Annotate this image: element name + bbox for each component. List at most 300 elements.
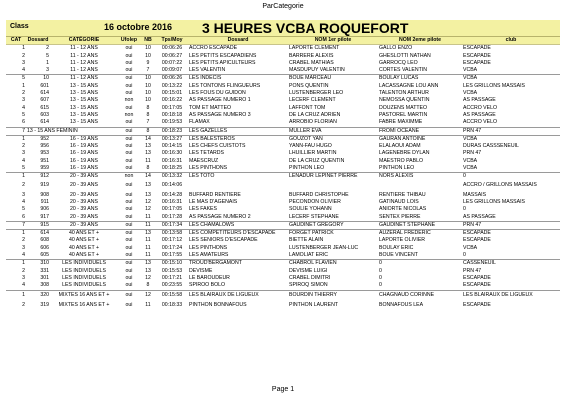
team-cell: DEVISME xyxy=(189,267,213,274)
club-cell: VCBA xyxy=(463,165,478,172)
category-cell: MIXTES 16 ANS ET + xyxy=(58,301,110,308)
table-row xyxy=(6,83,560,90)
rank-cell: 4 xyxy=(22,198,25,205)
table-row xyxy=(6,268,560,275)
pilot2-cell: PINTHON LEO xyxy=(379,165,415,172)
club-cell: ACCRO / GRILLONS MASSAIS xyxy=(463,182,537,189)
club-cell: CASSENEUIL xyxy=(462,260,560,268)
team-cell: LES PETITS ESCAPADIENS xyxy=(189,52,257,59)
pilot1-cell: DE LA CRUZ QUENTIN xyxy=(289,157,345,164)
club-cell: PRN 47 xyxy=(462,221,560,229)
team-cell: ACCRO ESCAPADE xyxy=(189,45,238,52)
pilot2-cell: GARROCQ LEO xyxy=(379,59,418,66)
laps-cell: 12 xyxy=(145,274,151,281)
time-cell: 00:18:18 xyxy=(161,111,183,118)
pilot1-cell: PINTHON LEO xyxy=(289,165,325,172)
category-cell: 11 - 12 ANS xyxy=(50,75,118,83)
category-cell: 20 - 39 ANS xyxy=(70,191,98,198)
column-header: CAT xyxy=(6,37,26,45)
rank-cell: 1 xyxy=(6,173,26,181)
table-row xyxy=(6,237,560,244)
category-cell: MIXTES 16 ANS ET + xyxy=(50,290,118,302)
club-cell: 0 xyxy=(462,173,560,181)
table-row xyxy=(6,127,560,135)
pilot1-cell: PONS QUENTIN xyxy=(289,82,329,89)
rank-cell: 5 xyxy=(22,165,25,172)
column-header: NOM 2eme pilote xyxy=(378,37,462,45)
laps-cell: 10 xyxy=(145,82,151,89)
bib-cell: 605 xyxy=(40,252,49,259)
table-row xyxy=(6,302,560,309)
pilot2-cell: GHESLOTTI NATHAN xyxy=(379,52,431,59)
event-date: 16 octobre 2016 xyxy=(104,22,173,32)
bib-cell: 319 xyxy=(40,301,49,308)
category-cell: 20 - 39 ANS xyxy=(50,221,118,229)
laps-cell: 10 xyxy=(145,97,151,104)
ufolep-cell: oui xyxy=(125,191,133,198)
time-cell: 00:13:32 xyxy=(156,173,188,181)
bib-cell: 908 xyxy=(40,191,49,198)
pilot1-cell: BARRERE ALEXIS xyxy=(289,52,334,59)
team-cell: AS PASSAGE NUMERO 1 xyxy=(189,97,251,104)
category-cell: 20 - 39 ANS xyxy=(70,182,98,189)
team-cell: LES FOUS DU GUIDON xyxy=(189,90,246,97)
ufolep-cell: oui xyxy=(125,157,133,164)
laps-cell: 12 xyxy=(145,206,151,213)
time-cell: 00:18:25 xyxy=(161,165,183,172)
category-cell: 20 - 39 ANS xyxy=(70,198,98,205)
table-row xyxy=(6,112,560,119)
team-cell: LES PINTHONS xyxy=(189,165,228,172)
pilot1-cell: LUSTENBERGER LEO xyxy=(289,90,344,97)
laps-cell: 11 xyxy=(145,157,151,164)
rank-cell: 6 xyxy=(22,213,25,220)
rank-cell: 3 xyxy=(22,59,25,66)
pilot2-cell: GAUDINET STEPHANE xyxy=(378,221,462,229)
pilot2-cell: BOULAY ERIC xyxy=(379,244,414,251)
column-header: NOM 1er pilote xyxy=(288,37,378,45)
category-cell: 13 - 15 ANS xyxy=(70,111,98,118)
bib-cell: 919 xyxy=(40,182,49,189)
club-cell: LES GRILLONS MASSAIS xyxy=(463,198,525,205)
category-cell: 20 - 39 ANS xyxy=(50,173,118,181)
team-cell: LES BALESTEROS xyxy=(188,135,288,143)
ufolep-cell: oui xyxy=(125,301,133,308)
ufolep-cell: oui xyxy=(125,282,133,289)
team-cell: LES CHEFS CUISTOTS xyxy=(189,143,246,150)
pilot1-cell: DE LA CRUZ ADRIEN xyxy=(289,111,341,118)
laps-cell: 14 xyxy=(140,173,156,181)
time-cell: 00:23:55 xyxy=(161,282,183,289)
team-cell: LES BLAIRAUX DE LIGUEUX xyxy=(188,290,288,302)
pilot1-cell: PECONDON OLIVIER xyxy=(289,198,341,205)
bib-cell: 308 xyxy=(40,282,49,289)
pilot2-cell: MAESTRO PABLO xyxy=(379,157,424,164)
club-cell: ESCAPADE xyxy=(462,230,560,238)
ufolep-cell: oui xyxy=(125,267,133,274)
laps-cell: 12 xyxy=(145,198,151,205)
club-cell: LES BLAIRAUX DE LIGUEUX xyxy=(462,290,560,302)
pilot1-cell: BOUE MARCEAU xyxy=(288,75,378,83)
laps-cell: 10 xyxy=(145,90,151,97)
team-cell: SPIROO BOLO xyxy=(189,282,226,289)
laps-cell: 13 xyxy=(145,150,151,157)
ufolep-cell: oui xyxy=(125,143,133,150)
laps-cell: 13 xyxy=(145,191,151,198)
time-cell: 00:16:30 xyxy=(161,150,183,157)
club-cell: AS PASSAGE xyxy=(463,97,496,104)
table-row xyxy=(6,252,560,260)
laps-cell: 13 xyxy=(145,182,151,189)
ufolep-cell: oui xyxy=(125,90,133,97)
pilot1-cell: CRABEL MATHIAS xyxy=(289,59,334,66)
table-row xyxy=(6,67,560,75)
table-row xyxy=(6,150,560,157)
club-cell: AS PASSAGE xyxy=(463,111,496,118)
pilot1-cell: FORGET PATRICK xyxy=(288,230,378,238)
bib-cell: 912 xyxy=(26,173,50,181)
time-cell: 00:18:23 xyxy=(156,127,188,135)
time-cell: 00:15:53 xyxy=(161,267,183,274)
ufolep-cell: oui xyxy=(118,290,140,302)
bib-cell: 608 xyxy=(40,237,49,244)
laps-cell: 9 xyxy=(146,59,150,66)
laps-cell: 8 xyxy=(146,282,150,289)
pilot1-cell: GOUZOT YAN xyxy=(288,135,378,143)
bib-cell: 607 xyxy=(40,97,49,104)
time-cell: 00:16:22 xyxy=(161,97,183,104)
laps-cell: 14 xyxy=(140,135,156,143)
category-cell: LES INDIVIDUELS xyxy=(62,282,106,289)
team-cell: LES INDECIS xyxy=(188,75,288,83)
ufolep-cell: oui xyxy=(125,59,133,66)
category-cell: 13 - 15 ANS xyxy=(70,97,98,104)
club-cell: ESCAPADE xyxy=(463,45,491,52)
laps-cell: 10 xyxy=(140,75,156,83)
time-cell: 00:16:31 xyxy=(161,198,183,205)
club-cell: LES GRILLONS MASSAIS xyxy=(463,82,525,89)
ufolep-cell: oui xyxy=(125,45,133,52)
laps-cell: 11 xyxy=(145,244,151,251)
pilot2-cell: BOULAY LUCAS xyxy=(378,75,462,83)
pilot2-cell: NORS ALEXIS xyxy=(378,173,462,181)
column-header: CATÉGORIE xyxy=(50,37,118,45)
pilot2-cell: 0 xyxy=(379,274,382,281)
team-cell: LES GAZELLES xyxy=(188,127,288,135)
laps-cell: 7 xyxy=(146,119,150,126)
category-cell: LES INDIVIDUELS xyxy=(62,267,106,274)
bib-cell: 911 xyxy=(40,198,49,205)
pilot2-cell: LACASSAGNE LOU ANN xyxy=(379,82,439,89)
table-row xyxy=(6,214,560,222)
table-row xyxy=(6,260,560,268)
table-row xyxy=(6,105,560,112)
rank-cell: 2 xyxy=(22,52,25,59)
club-cell: VCBA xyxy=(462,135,560,143)
team-cell: BUFFARD RENTIERE xyxy=(189,191,241,198)
ufolep-cell: oui xyxy=(125,237,133,244)
category-cell: 16 - 19 ANS xyxy=(50,135,118,143)
pilot2-cell: 0 xyxy=(378,260,462,268)
rank-cell: 1 xyxy=(6,230,26,238)
ufolep-cell: oui xyxy=(118,75,140,83)
column-header: Dossard xyxy=(27,37,49,43)
category-cell: 16 - 19 ANS xyxy=(70,165,98,172)
bib-cell: 614 xyxy=(26,230,50,238)
category-cell: 40 ANS ET + xyxy=(68,244,100,251)
ufolep-cell: oui xyxy=(125,119,133,126)
pilot2-cell: BOUE VINCENT xyxy=(379,252,418,259)
pilot1-cell: BOURDIN THIERRY xyxy=(288,290,378,302)
ufolep-cell: oui xyxy=(118,221,140,229)
table-row xyxy=(6,135,560,143)
document-title: ParCategorie xyxy=(262,3,304,10)
rank-cell: 2 xyxy=(22,182,25,189)
category-cell: 13 - 15 ANS xyxy=(70,82,98,89)
pilot1-cell: LENADUR LEPINET PIERRE xyxy=(288,173,378,181)
time-cell: 00:17:55 xyxy=(161,252,183,259)
ufolep-cell: oui xyxy=(118,127,140,135)
time-cell: 00:17:21 xyxy=(161,274,183,281)
table-row xyxy=(6,75,560,83)
pilot1-cell: LECERF STEPHANE xyxy=(289,213,339,220)
category-cell: 16 - 19 ANS xyxy=(70,143,98,150)
pilot1-cell: LAMOLIAT ERIC xyxy=(289,252,329,259)
bib-cell: 320 xyxy=(26,290,50,302)
club-cell: VCBA xyxy=(463,90,478,97)
pilot1-cell: LAFFONT TOM xyxy=(289,104,326,111)
table-row xyxy=(6,53,560,60)
bib-cell: 331 xyxy=(40,267,49,274)
table-row xyxy=(6,97,560,104)
table-row xyxy=(6,290,560,302)
pilot2-cell: DOUZENS MATTEO xyxy=(379,104,428,111)
club-cell: AS PASSAGE xyxy=(463,213,496,220)
category-cell: 20 - 39 ANS xyxy=(70,206,98,213)
column-header: Ufolep xyxy=(118,37,140,45)
ufolep-cell: oui xyxy=(125,67,133,74)
table-row xyxy=(6,192,560,199)
team-cell: LE BAROUDEUR xyxy=(189,274,230,281)
bib-cell: 953 xyxy=(40,150,49,157)
pilot2-cell: 0 xyxy=(379,267,382,274)
club-cell: ESCAPADE xyxy=(463,237,491,244)
rank-cell: 3 xyxy=(22,97,25,104)
bib-cell: 310 xyxy=(26,260,50,268)
rank-cell: 5 xyxy=(6,75,26,83)
table-row xyxy=(6,245,560,252)
ufolep-cell: oui xyxy=(125,252,133,259)
pilot2-cell: LAPORTE OLIVIER xyxy=(379,237,426,244)
time-cell: 00:13:58 xyxy=(156,230,188,238)
bib-cell: 956 xyxy=(40,143,49,150)
time-cell: 00:14:15 xyxy=(161,143,183,150)
pilot2-cell xyxy=(378,181,462,192)
laps-cell: 11 xyxy=(140,221,156,229)
time-cell: 00:13:22 xyxy=(161,82,183,89)
pilot1-cell: CRABEL DIMITRI xyxy=(289,274,331,281)
laps-cell: 8 xyxy=(146,104,150,111)
ufolep-cell: oui xyxy=(125,244,133,251)
time-cell: 00:18:33 xyxy=(161,301,183,308)
bib-cell: 3 xyxy=(46,67,49,74)
time-cell: 00:17:05 xyxy=(161,104,183,111)
bib-cell: 5 xyxy=(46,52,49,59)
club-cell: ACCRO VELO xyxy=(463,119,498,126)
table-row xyxy=(6,282,560,290)
pilot2-cell: PASTOREL MARTIN xyxy=(379,111,428,118)
laps-cell: 10 xyxy=(145,45,151,52)
table-row xyxy=(6,45,560,53)
rank-cell: 4 xyxy=(22,67,25,74)
results-table xyxy=(6,37,560,309)
pilot1-cell: MASDUPUY VALENTIN xyxy=(289,67,345,74)
pilot2-cell: CHAGNAUD CORINNE xyxy=(378,290,462,302)
table-row xyxy=(6,173,560,181)
club-cell: 0 xyxy=(463,206,466,213)
laps-cell: 11 xyxy=(145,301,151,308)
team-cell: LES AMATEURS xyxy=(189,252,229,259)
team-cell xyxy=(188,181,288,192)
pilot1-cell: SOULIE YOHANN xyxy=(289,206,332,213)
ufolep-cell: oui xyxy=(125,198,133,205)
club-cell: PRN 47 xyxy=(462,127,560,135)
club-cell: PRN 47 xyxy=(463,267,482,274)
rank-cell: 3 xyxy=(22,244,25,251)
bib-cell: 614 xyxy=(40,90,49,97)
team-cell: LES PINTHONS xyxy=(189,244,228,251)
time-cell: 00:16:31 xyxy=(161,157,183,164)
club-cell: VCBA xyxy=(462,75,560,83)
team-cell: PINTHON BONNAFOUS xyxy=(189,301,247,308)
page-number: Page 1 xyxy=(271,386,295,393)
club-cell: DURAS CASSSENEUIL xyxy=(463,143,519,150)
time-cell: 00:19:53 xyxy=(161,119,183,126)
team-cell: TOM ET MATTEO xyxy=(189,104,232,111)
pilot2-cell: RENTIERE THIBAU xyxy=(379,191,426,198)
pilot2-cell: GALLO ENZO xyxy=(379,45,413,52)
time-cell: 00:14:06 xyxy=(161,182,183,189)
pilot2-cell: AUZERAL FREDERIC xyxy=(378,230,462,238)
pilot2-cell: TALENTON ARTHUR xyxy=(379,90,429,97)
bib-cell: 2 xyxy=(46,45,49,52)
time-cell: 00:17:12 xyxy=(161,237,183,244)
time-cell: 00:17:34 xyxy=(156,221,188,229)
pilot2-cell: NEMOSSA QUENTIN xyxy=(379,97,430,104)
club-cell: ACCRO VELO xyxy=(463,104,498,111)
table-row xyxy=(6,199,560,206)
laps-cell: 13 xyxy=(140,260,156,268)
laps-cell: 8 xyxy=(146,165,150,172)
ufolep-cell: non xyxy=(118,173,140,181)
team-cell: LES VALENTIN xyxy=(189,67,226,74)
team-cell: LES FAKES xyxy=(189,206,217,213)
column-header: club xyxy=(462,37,560,45)
time-cell: 00:17:24 xyxy=(161,244,183,251)
club-cell: VCBA xyxy=(463,244,478,251)
category-cell: 13 - 15 ANS xyxy=(70,119,98,126)
bib-cell: 915 xyxy=(26,221,50,229)
bib-cell: 951 xyxy=(40,157,49,164)
rank-cell: 2 xyxy=(22,267,25,274)
column-header: Dossard xyxy=(188,37,288,45)
class-label: Class xyxy=(10,23,29,30)
table-row xyxy=(6,119,560,127)
pilot1-cell: SPIROQ SIMON xyxy=(289,282,328,289)
ufolep-cell: non xyxy=(124,97,134,104)
category-cell: 13 - 15 ANS xyxy=(70,90,98,97)
event-title: 3 HEURES VCBA ROQUEFORT xyxy=(202,20,409,36)
club-cell: VCBA xyxy=(463,157,478,164)
ufolep-cell: oui xyxy=(125,165,133,172)
pilot1-cell: LUSTENBERGER JEAN-LUC xyxy=(289,244,359,251)
bib-cell: 601 xyxy=(40,82,49,89)
pilot1-cell: BUFFARD CHRISTOPHE xyxy=(289,191,349,198)
ufolep-cell: oui xyxy=(118,230,140,238)
rank-cell: 1 xyxy=(22,45,25,52)
table-header-row xyxy=(6,37,560,45)
club-cell: ESCAPADE xyxy=(463,59,491,66)
table-row xyxy=(6,60,560,67)
time-cell: 00:17:05 xyxy=(161,206,183,213)
report-banner xyxy=(6,20,560,37)
club-cell: ESCAPADE xyxy=(463,52,491,59)
bib-cell: 1 xyxy=(46,59,49,66)
ufolep-cell: oui xyxy=(118,260,140,268)
laps-cell: 12 xyxy=(140,290,156,302)
category-cell: 11 - 12 ANS xyxy=(70,67,98,74)
time-cell: 00:15:10 xyxy=(156,260,188,268)
pilot1-cell: DEVISME LUIGI xyxy=(289,267,328,274)
team-cell: AS PASSAGE NUMERO 3 xyxy=(189,111,251,118)
column-header: Tps/Moy xyxy=(156,37,188,45)
club-cell: ESCAPADE xyxy=(463,301,491,308)
ufolep-cell: oui xyxy=(125,150,133,157)
club-cell: ESCAPADE xyxy=(463,282,491,289)
pilot2-cell: BONNAFOUS LEA xyxy=(379,301,424,308)
bib-cell: 13 - 15 ANS FEMININ xyxy=(27,127,78,134)
rank-cell: 7 xyxy=(6,221,26,229)
pilot2-cell: ANIORTE NICOLAS xyxy=(379,206,427,213)
table-row xyxy=(6,165,560,173)
ufolep-cell: oui xyxy=(125,206,133,213)
time-cell: 00:17:28 xyxy=(161,213,183,220)
pilot2-cell: GAURAN ANTOINE xyxy=(378,135,462,143)
laps-cell: 7 xyxy=(146,67,150,74)
time-cell: 00:13:27 xyxy=(156,135,188,143)
team-cell: FLAMAX xyxy=(189,119,210,126)
ufolep-cell: oui xyxy=(125,104,133,111)
bib-cell: 10 xyxy=(26,75,50,83)
ufolep-cell: oui xyxy=(125,52,133,59)
time-cell: 00:15:58 xyxy=(156,290,188,302)
table-row xyxy=(6,275,560,282)
club-cell: MASSAIS xyxy=(463,191,487,198)
pilot2-cell: LAGENEBRE DYLAN xyxy=(379,150,430,157)
column-header: NB xyxy=(140,37,156,45)
bib-cell: 603 xyxy=(40,111,49,118)
time-cell: 00:15:01 xyxy=(161,90,183,97)
team-cell: LES CHAMALOWS xyxy=(188,221,288,229)
rank-cell: 4 xyxy=(22,252,25,259)
rank-cell: 3 xyxy=(22,150,25,157)
rank-cell: 5 xyxy=(22,111,25,118)
team-cell: LES TONTONS FLINGUEURS xyxy=(189,82,261,89)
table-row xyxy=(6,206,560,213)
pilot2-cell: GATINAUD LOIS xyxy=(379,198,419,205)
laps-cell: 11 xyxy=(145,237,151,244)
pilot1-cell: YANN-FAU HUGO xyxy=(289,143,332,150)
